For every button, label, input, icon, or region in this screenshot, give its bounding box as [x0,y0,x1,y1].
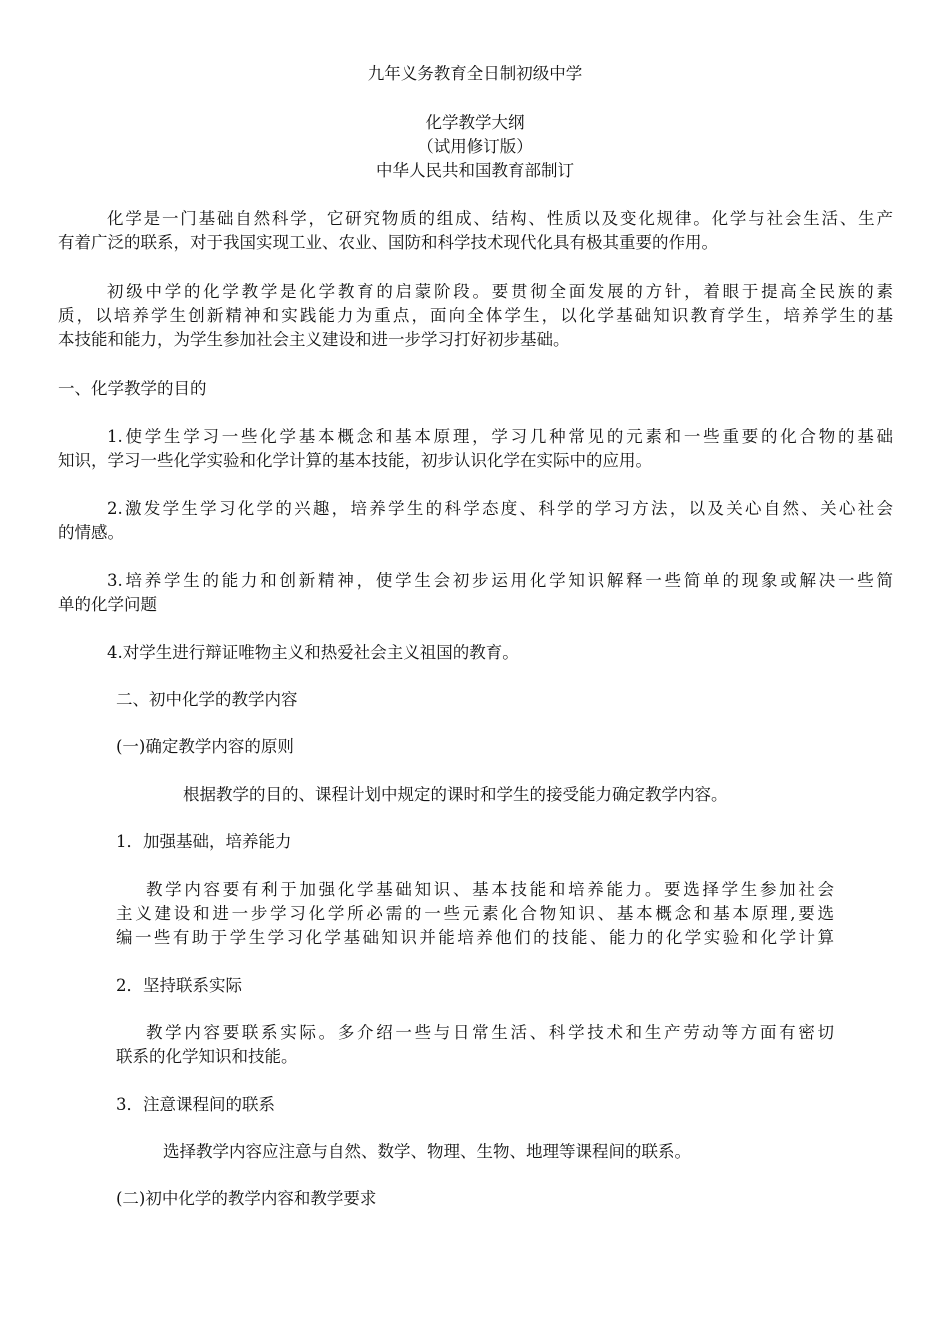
subsection-2-heading: (二)初中化学的教学内容和教学要求 [116,1189,377,1208]
intro-paragraph-1-line-1: 化学是一门基础自然科学，它研究物质的组成、结构、性质以及变化规律。化学与社会生活、生产 [107,209,893,228]
principle-1-line-2: 主义建设和进一步学习化学所必需的一些元素化合物知识、基本概念和基本原理,要选 [116,904,834,923]
doc-title-line-1: 九年义务教育全日制初级中学 [367,64,583,83]
intro-paragraph-1-line-2: 有着广泛的联系，对于我国实现工业、农业、国防和科学技术现代化具有极其重要的作用。 [58,233,718,252]
aim-3-line-1: 3.培养学生的能力和创新精神，使学生会初步运用化学知识解释一些简单的现象或解决一些简 [107,571,893,590]
intro-paragraph-2-line-3: 本技能和能力，为学生参加社会主义建设和进一步学习打好初步基础。 [58,330,570,349]
principle-2-line-1: 教学内容要联系实际。多介绍一些与日常生活、科学技术和生产劳动等方面有密切 [146,1023,834,1042]
aim-2-line-2: 的情感。 [58,523,124,542]
subsection-1-text: 根据教学的目的、课程计划中规定的课时和学生的接受能力确定教学内容。 [183,785,728,804]
aim-2-line-1: 2.激发学生学习化学的兴趣，培养学生的科学态度、科学的学习方法，以及关心自然、关心社会 [107,499,893,518]
section-1-heading: 一、化学教学的目的 [58,379,207,398]
aim-1-line-1: 1.使学生学习一些化学基本概念和基本原理，学习几种常见的元素和一些重要的化合物的基础 [107,427,893,446]
doc-title-line-2: 化学教学大纲 [425,113,525,132]
principle-1-heading: 1．加强基础，培养能力 [116,832,292,851]
principle-2-heading: 2．坚持联系实际 [116,976,242,995]
doc-issuer: 中华人民共和国教育部制订 [376,161,574,180]
aim-1-line-2: 知识，学习一些化学实验和化学计算的基本技能，初步认识化学在实际中的应用。 [58,451,652,470]
intro-paragraph-2-line-1: 初级中学的化学教学是化学教育的启蒙阶段。要贯彻全面发展的方针，着眼于提高全民族的素 [107,282,893,301]
doc-title-line-3: （试用修订版） [417,137,533,156]
principle-1-line-1: 教学内容要有利于加强化学基础知识、基本技能和培养能力。要选择学生参加社会 [146,880,834,899]
intro-paragraph-2-line-2: 质，以培养学生创新精神和实践能力为重点，面向全体学生，以化学基础知识教育学生，培养学生的基 [58,306,893,325]
aim-3-line-2: 单的化学问题 [58,595,157,614]
aim-4-line-1: 4.对学生进行辩证唯物主义和热爱社会主义祖国的教育。 [107,643,519,662]
principle-1-line-3: 编一些有助于学生学习化学基础知识并能培养他们的技能、能力的化学实验和化学计算 [116,928,834,947]
principle-3-text: 选择教学内容应注意与自然、数学、物理、生物、地理等课程间的联系。 [163,1142,691,1161]
principle-3-heading: 3．注意课程间的联系 [116,1095,275,1114]
subsection-1-heading: (一)确定教学内容的原则 [116,737,294,756]
section-2-heading: 二、初中化学的教学内容 [116,690,298,709]
principle-2-line-2: 联系的化学知识和技能。 [116,1047,298,1066]
